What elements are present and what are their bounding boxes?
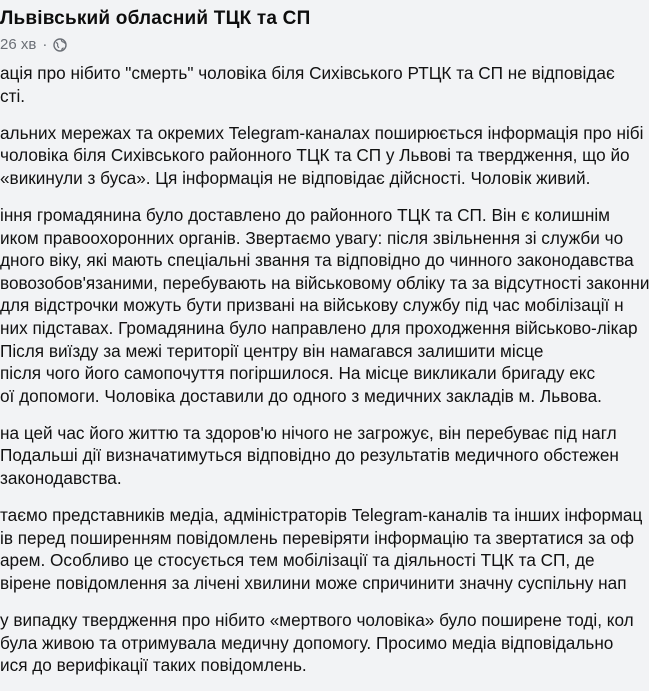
post-text-line: альних мережах та окремих Telegram-каналах поширюється інформація про нібі xyxy=(0,122,644,143)
post-text-line: чоловіка біля Сихівського районного ТЦК та СП у Львові та твердження, що йо xyxy=(0,145,630,166)
post-paragraph xyxy=(0,204,649,407)
post-header xyxy=(0,0,600,62)
post-timestamp[interactable]: 26 хв xyxy=(0,36,37,53)
post-text-line: іння громадянина було доставлено до районного ТЦК та СП. Він є колишнім xyxy=(0,204,610,225)
post-text-line: дного віку, які мають спеціальні звання та відповідно до чинного законодавства xyxy=(0,250,634,271)
post-text-line: ів перед поширенням повідомлень перевіряти інформацію та звертатися за оф xyxy=(0,527,635,548)
post-text-line: арем. Особливо це стосується тем мобілізації та діяльності ТЦК та СП, де xyxy=(0,550,595,571)
post-text-line: була живою та отримувала медичну допомогу. Просимо медіа відповідально xyxy=(0,632,614,653)
post-text-line: Після виїзду за межі території центру він намагався залишити місце xyxy=(0,340,544,361)
post-meta xyxy=(0,36,67,53)
post-text-line: у випадку твердження про нібито «мертвого чоловіка» було поширене тоді, кол xyxy=(0,609,634,630)
post-text-line: Подальші дії визначатимуться відповідно до результатів медичного обстежен xyxy=(0,445,619,466)
post-text-line: законодавства. xyxy=(0,468,122,488)
globe-icon[interactable] xyxy=(53,38,67,52)
post-text-line: після чого його самопочуття погіршилося. На місце викликали бригаду екс xyxy=(0,363,596,384)
post-text-line: таємо представників медіа, адміністраторів Telegram-каналів та інших інформац xyxy=(0,505,643,526)
post-text-line: них підставах. Громадянина було направлено для проходження військово-лікар xyxy=(0,317,638,338)
post-text-line: ої допомоги. Чоловіка доставили до одного з медичних закладів м. Львова. xyxy=(0,385,602,406)
post-text-line: для відстрочки можуть бути призвані на військову службу під час мобілізації н xyxy=(0,295,624,316)
post-text-line: иком правоохоронних органів. Звертаємо увагу: після звільнення зі служби чо xyxy=(0,227,624,248)
post-paragraph xyxy=(0,62,615,107)
post-text-line: «викинули з буса». Ця інформація не відповідає дійсності. Чоловік живий. xyxy=(0,167,591,188)
meta-separator: · xyxy=(42,36,48,53)
post-body xyxy=(0,62,649,691)
post-text-line: вовозобов'язаними, перебувають на військовому обліку та за відсутності законни xyxy=(0,272,649,293)
post-paragraph xyxy=(0,504,643,594)
post-text-line: на цей час його життю та здоров'ю нічого не загрожує, він перебуває під нагл xyxy=(0,422,617,443)
post-text-line: сті. xyxy=(0,85,26,106)
post-text-line: вірене повідомлення за лічені хвилини може спричинити значну суспільну нап xyxy=(0,572,627,593)
post-paragraph xyxy=(0,609,634,677)
post-paragraph xyxy=(0,422,619,490)
post-text-line: ація про нібито "смерть" чоловіка біля Сихівського РТЦК та СП не відповідає xyxy=(0,63,615,83)
post-text-line: ися до верифікації таких повідомлень. xyxy=(0,655,307,676)
post-paragraph xyxy=(0,122,644,190)
page-name-link[interactable]: Львівський обласний ТЦК та СП xyxy=(0,8,311,29)
